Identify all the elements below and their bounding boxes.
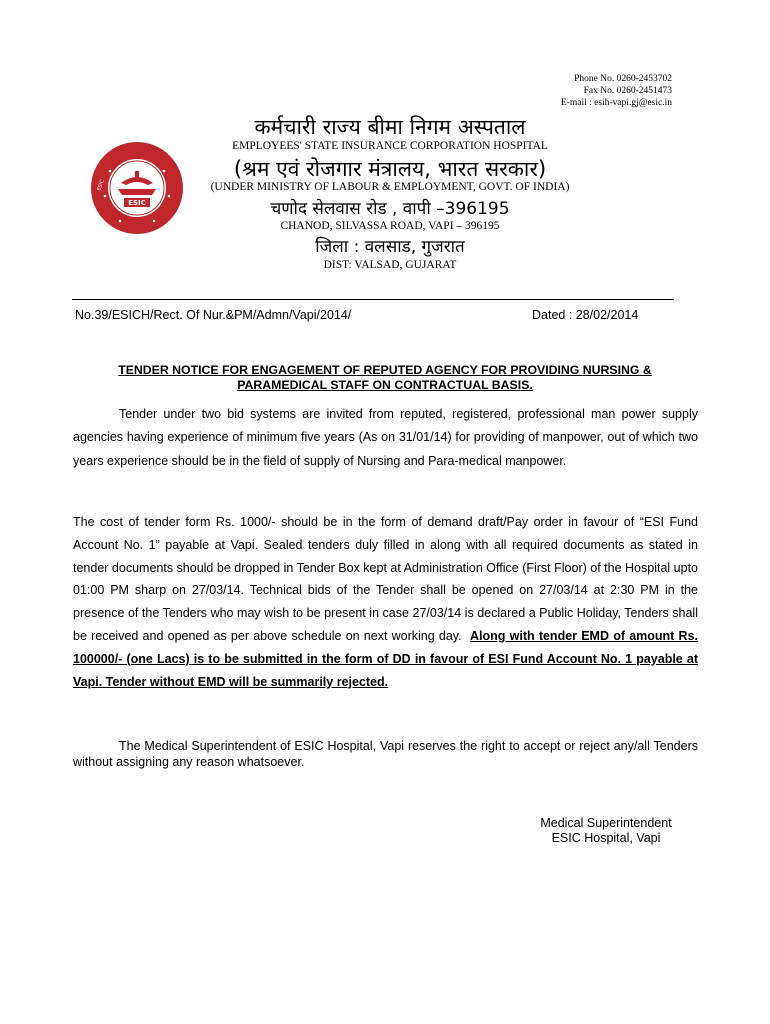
signatory-office: ESIC Hospital, Vapi (551, 831, 661, 845)
header-divider (72, 299, 674, 300)
english-hospital-name: EMPLOYEES' STATE INSURANCE CORPORATION HOSPITAL (232, 140, 548, 152)
tender-conditions-text: The cost of tender form Rs. 1000/- should be in the form of demand draft/Pay order in favour of “ESI Fund Account No. 1” payable at Vapi. Sealed tenders duly filled in along with all required documents as stated in tender documents should be dropped in Tender Box kept at Administration Office (First Floor) of the Hospital upto 01:00 PM sharp on 27/03/14. Technical bids of the Tender shall be opened on 27/03/14 at 2:30 PM in the presence of the Tenders who may wish to be present in case 27/03/14 is declared a Public Holiday, Tenders shall be received and opened as per above schedule on next working day. (73, 515, 698, 643)
paragraph-invitation: Tender under two bid systems are invited from reputed, registered, professional man power supply agencies having experience of minimum five years (As on 31/01/14) for providing of manpower, out of which two years experience should be in the field of supply of Nursing and Para-medical manpower. (73, 407, 698, 468)
notice-date: Dated : 28/02/2014 (532, 308, 639, 322)
paragraph-tender-conditions (73, 511, 698, 693)
phone-number: Phone No. 0260-2453702 (574, 74, 672, 84)
english-district: DIST: VALSAD, GUJARAT (323, 259, 457, 271)
email-address: E-mail : esih-vapi.gj@esic.in (560, 98, 672, 108)
signatory-designation: Medical Superintendent (540, 816, 672, 830)
notice-title-line-2: PARAMEDICAL STAFF ON CONTRACTUAL BASIS. (237, 378, 533, 392)
signature-block (516, 816, 696, 846)
contact-block (561, 73, 672, 109)
fax-number: Fax No. 0260-2451473 (583, 86, 672, 96)
english-ministry: (UNDER MINISTRY OF LABOUR & EMPLOYMENT, GOVT. OF INDIA) (210, 181, 570, 193)
english-address: CHANOD, SILVASSA ROAD, VAPI – 396195 (280, 220, 500, 232)
notice-title (70, 363, 700, 393)
emd-requirement: Along with tender EMD of amount Rs. 100000/- (one Lacs) is to be submitted in the form of DD in favour of ESI Fund Account No. 1 payable at Vapi. Tender without EMD will be summarily rejected. (73, 628, 698, 689)
hindi-hospital-name: कर्मचारी राज्य बीमा निगम अस्पताल (254, 115, 526, 139)
hindi-address: चणोद सेलवास रोड , वापी –396195 (270, 199, 510, 219)
reference-number: No.39/ESICH/Rect. Of Nur.&PM/Admn/Vapi/2014/ (75, 308, 352, 322)
hindi-ministry: (श्रम एवं रोजगार मंत्रालय, भारत सरकार) (233, 157, 547, 181)
paragraph-rights-reserved: The Medical Superintendent of ESIC Hospital, Vapi reserves the right to accept or reject any/all Tenders without assigning any reason whatsoever. (73, 739, 698, 769)
notice-title-line-1: TENDER NOTICE FOR ENGAGEMENT OF REPUTED AGENCY FOR PROVIDING NURSING & (118, 363, 652, 377)
logo-center-text: ESIC (128, 199, 146, 207)
svg-text:ESIC: ESIC (96, 179, 106, 192)
hindi-district: जिला : वलसाड, गुजरात (315, 237, 465, 257)
